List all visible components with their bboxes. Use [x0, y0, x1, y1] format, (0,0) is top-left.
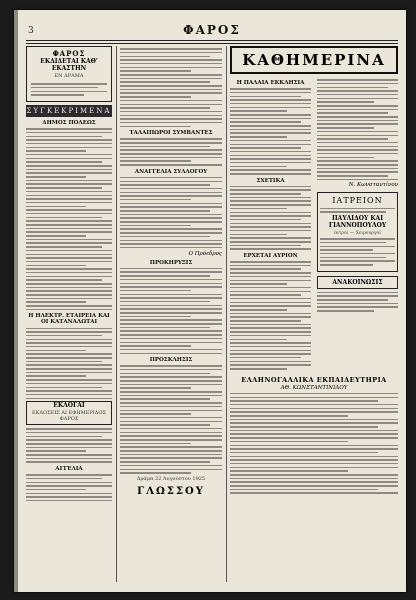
- section-masthead: ΚΑΘΗΜΕΡΙΝΑ: [230, 46, 398, 74]
- article-heading: ΠΡΟΣΚΛΗΣΙΣ: [149, 357, 193, 364]
- elections-box: [26, 401, 112, 425]
- newspaper-page: [14, 10, 406, 592]
- column-left: [26, 46, 112, 584]
- article-body: [120, 268, 222, 354]
- article-heading: ΤΑΛΑΙΠΩΡΟΙ ΣΥΜΒΑΝΤΕΣ: [129, 130, 213, 137]
- doctors-advertisement: [317, 192, 398, 271]
- article-heading: Η ΠΑΛΑΙΑ ΕΚΚΛΗΣΙΑ: [236, 80, 305, 86]
- article-heading: Η ΗΛΕΚΤΡ. ΕΤΑΙΡΕΙΑ ΚΑΙ ΟΙ ΚΑΤΑΝΑΛΩΤΑΙ: [28, 313, 110, 326]
- article-body: [120, 138, 222, 165]
- header-rule: [26, 40, 398, 41]
- article-body: [26, 428, 112, 463]
- page-masthead: ΦΑΡΟΣ: [183, 23, 241, 37]
- article-body: [120, 365, 222, 473]
- article-heading: ΣΧΕΤΙΚΑ: [256, 177, 285, 184]
- ad-title: ΙΑΤΡΕΙΟΝ: [332, 196, 383, 206]
- column-middle: [120, 46, 222, 584]
- elections-box-text: ΕΚΔΟΣΕΙΣ ΑΙ ΕΦΗΜΕΡΙΔΟΣ ΦΑΡΟΣ: [31, 410, 107, 423]
- article-heading: ΑΓΓΕΛΙΑ: [55, 465, 83, 472]
- schools-subheading: ΑΘ. ΚΩΝΣΤΑΝΤΙΝΙΔΟΥ: [280, 384, 348, 391]
- article-body: [230, 261, 311, 369]
- pharos-info-box: [26, 46, 112, 102]
- article-body: [26, 328, 112, 400]
- article-heading: ΔΗΜΟΣ ΠΟΛΕΩΣ: [42, 119, 96, 126]
- ad-note: Ιατροί — Χειρουργοί: [334, 231, 381, 236]
- column-right: [230, 46, 398, 584]
- bottom-heading: ΓΛΩΣΣΟΥ: [137, 485, 205, 497]
- article-body: [120, 177, 222, 249]
- article-body: [317, 292, 398, 312]
- section-banner: ΣΥΓΚΕΚΡΙΜΕΝΑ: [26, 106, 112, 115]
- pharos-box-title: ΦΑΡΟΣ: [52, 49, 86, 58]
- article-heading: ΕΡΧΕΤΑΙ ΑΥΡΙΟΝ: [243, 252, 298, 259]
- article-body: [230, 88, 311, 174]
- article-body: [26, 474, 112, 501]
- column-divider: [226, 46, 227, 582]
- article-heading: ΠΡΟΚΗΡΥΞΙΣ: [149, 259, 193, 266]
- right-subcolumns: [230, 77, 398, 372]
- article-body: [120, 48, 222, 127]
- elections-box-title: ΕΚΛΟΓΑΙ: [53, 402, 85, 410]
- ad-names: ΠΑΥΛΙΔΟΥ ΚΑΙ ΓΙΑΝΝΟΠΟΥΛΟΥ: [328, 215, 387, 229]
- article-heading: ΑΝΑΓΓΕΛΙΑ ΣΥΛΛΟΓΟΥ: [134, 168, 208, 175]
- right-subcolumn-left: [230, 77, 311, 372]
- schools-heading: ΕΛΛΗΝΟΓΑΛΛΙΚΑ ΕΚΠΑΙΔΕΥΤΗΡΙΑ: [241, 375, 387, 384]
- signature: Ο Πρόεδρος: [188, 250, 222, 257]
- column-divider: [116, 46, 117, 582]
- article-body: [317, 79, 398, 180]
- article-body: [230, 186, 311, 250]
- page-number: 3: [28, 26, 34, 36]
- pharos-box-subtitle: ΕΚΔΙΔΕΤΑΙ ΚΑΘ' ΕΚΑΣΤΗΝ: [40, 58, 98, 72]
- right-subcolumn-right: [317, 77, 398, 372]
- article-body: [230, 393, 398, 494]
- date-line: Δράμα 22 Αυγούστου 1925: [136, 475, 206, 482]
- header-rule-double: [26, 43, 398, 44]
- signature: Ν. Κωνσταντίνου: [348, 182, 398, 189]
- announcement-box: ΑΝΑΚΟΙΝΩΣΙΣ: [317, 276, 398, 289]
- pharos-box-line: ΕΝ ΔΡΑΜΑ: [54, 73, 84, 79]
- article-body: [26, 128, 112, 310]
